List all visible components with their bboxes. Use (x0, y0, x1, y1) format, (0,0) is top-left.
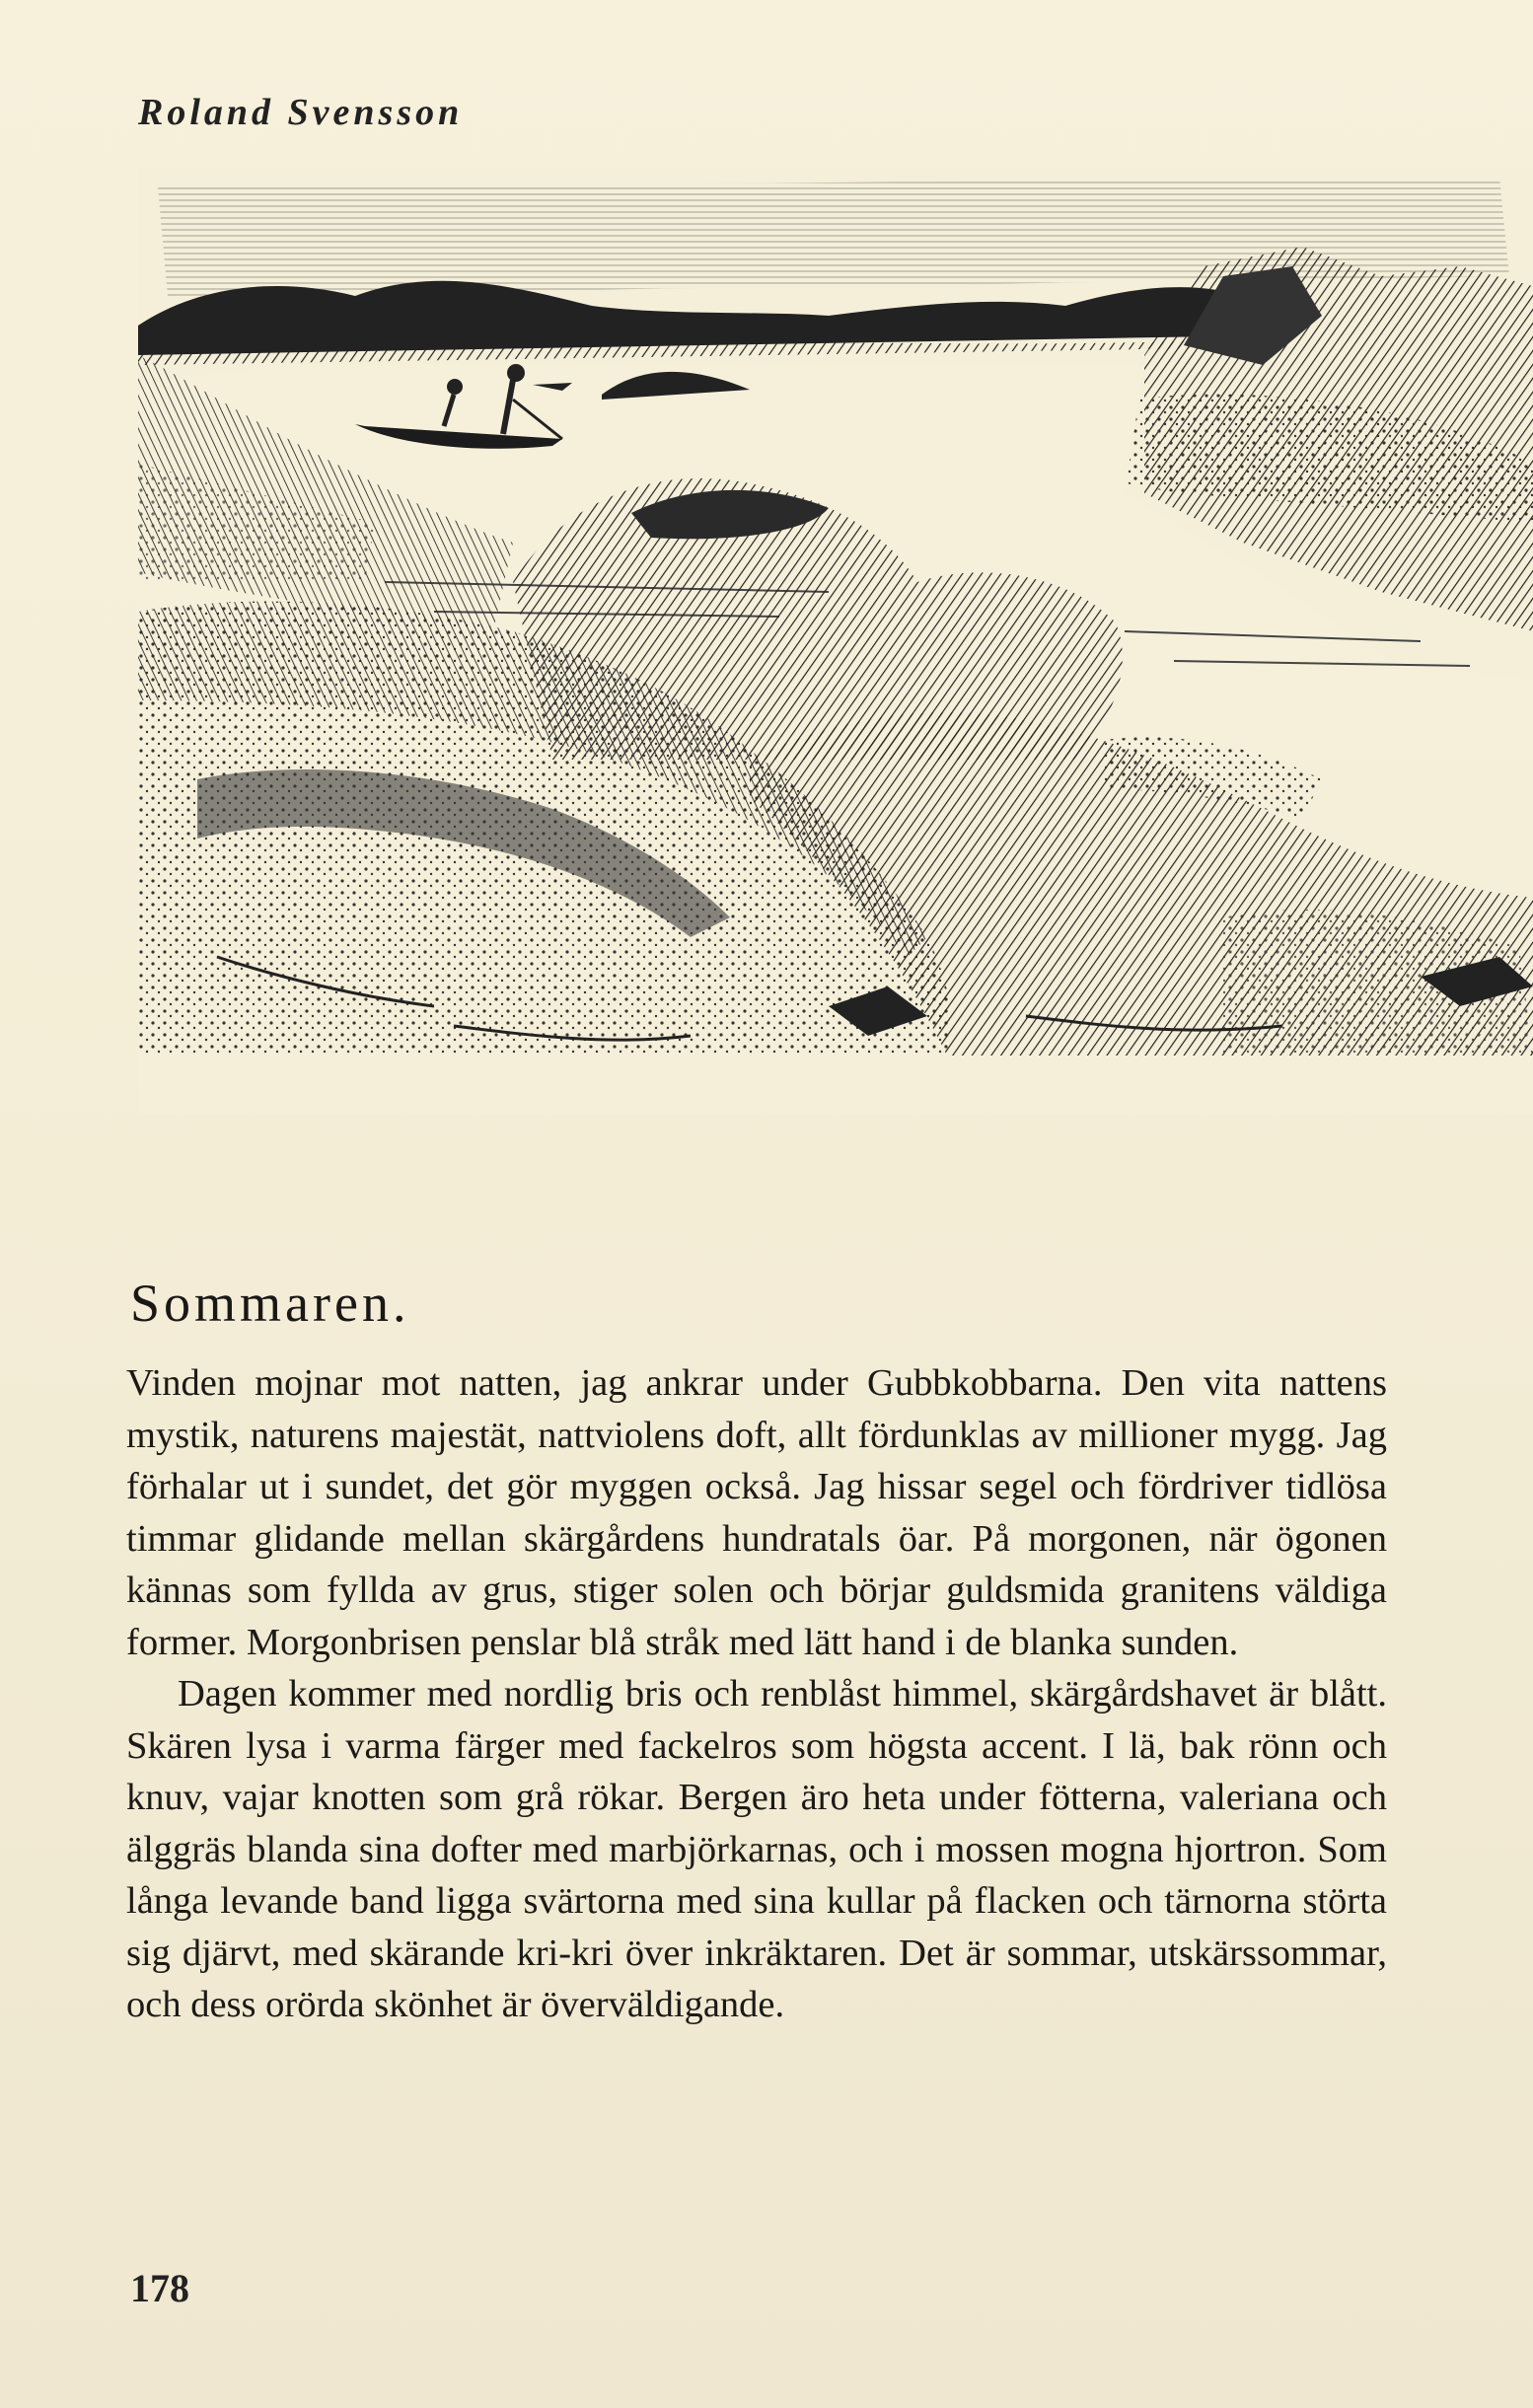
body-text (126, 1357, 1387, 2031)
author-name: Roland Svensson (138, 92, 464, 133)
paragraph-1: Vinden mojnar mot natten, jag ankrar under Gubbkobbarna. Den vita nattens mystik, naturens majestät, nattviolens doft, allt fördunklas av millioner mygg. Jag förhalar ut i sundet, det gör myggen också. Jag hissar segel och fördriver tidlösa timmar glidande mellan skärgårdens hundratals öar. På morgonen, när ögonen kännas som fyllda av grus, stiger solen och börjar guldsmida granitens väldiga former. Morgonbrisen penslar blå stråk med lätt hand i de blanka sunden. (126, 1362, 1387, 1663)
archipelago-drawing-icon (138, 168, 1533, 1115)
page-number: 178 (130, 2266, 189, 2310)
chapter-title: Sommaren. (130, 1274, 410, 1333)
paragraph-2: Dagen kommer med nordlig bris och renblåst himmel, skärgårdshavet är blått. Skären lysa i varma färger med fackelros som högsta accent. I lä, bak rönn och knuv, vajar knotten som grå rökar. Bergen äro heta under fötterna, valeriana och älggräs blanda sina dofter med marbjörkarnas, och i mossen mogna hjortron. Som långa levande band ligga svärtorna med sina kullar på flacken och tärnorna störta sig djärvt, med skärande kri-kri över inkräktaren. Det är sommar, utskärssommar, och dess orörda skönhet är överväldigande. (126, 1673, 1387, 2025)
archipelago-illustration (138, 168, 1533, 1115)
